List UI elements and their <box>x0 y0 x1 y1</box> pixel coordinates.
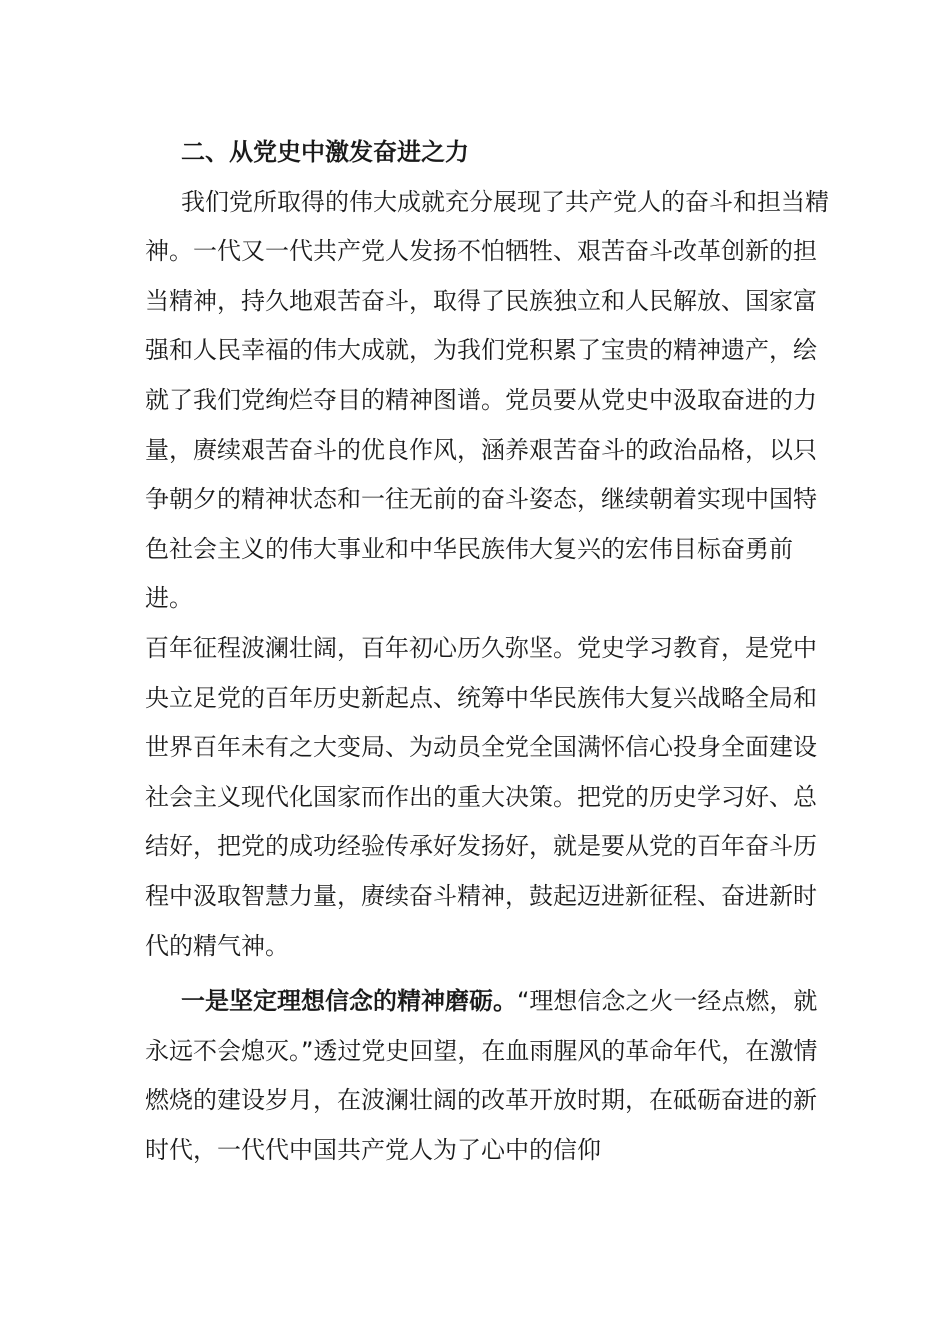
paragraph-2: 百年征程波澜壮阔，百年初心历久弥坚。党史学习教育，是党中央立足党的百年历史新起点、统筹中华民族伟大复兴战略全局和世界百年未有之大变局、为动员全党全国满怀信心投身全面建设社会主义现代化国家而作出的重大决策。把党的历史学习好、总结好，把党的成功经验传承好发扬好，就是要从党的百年奋斗历程中汲取智慧力量，赓续奋斗精神，鼓起迈进新征程、奋进新时代的精气神。 <box>145 633 817 960</box>
paragraph-point-one <box>145 977 835 1175</box>
point-one-lead: 一是坚定理想信念的精神磨砺。 <box>181 987 517 1016</box>
point-one-body: “理想信念之火一经点燃，就永远不会熄灭。”透过党史回望，在血雨腥风的革命年代，在激情燃烧的建设岁月，在波澜壮阔的改革开放时期，在砥砺奋进的新时代，一代代中国共产党人为了心中的信仰 <box>145 987 818 1164</box>
document-body <box>145 128 835 1175</box>
paragraph-1: 我们党所取得的伟大成就充分展现了共产党人的奋斗和担当精神。一代又一代共产党人发扬不怕牺牲、艰苦奋斗改革创新的担当精神，持久地艰苦奋斗，取得了民族独立和人民解放、国家富强和人民幸福的伟大成就，为我们党积累了宝贵的精神遗产，绘就了我们党绚烂夺目的精神图谱。党员要从党史中汲取奋进的力量，赓续艰苦奋斗的优良作风，涵养艰苦奋斗的政治品格，以只争朝夕的精神状态和一往无前的奋斗姿态，继续朝着实现中国特色社会主义的伟大事业和中华民族伟大复兴的宏伟目标奋勇前进。 <box>145 187 829 613</box>
section-heading: 二、从党史中激发奋进之力 <box>181 138 469 166</box>
